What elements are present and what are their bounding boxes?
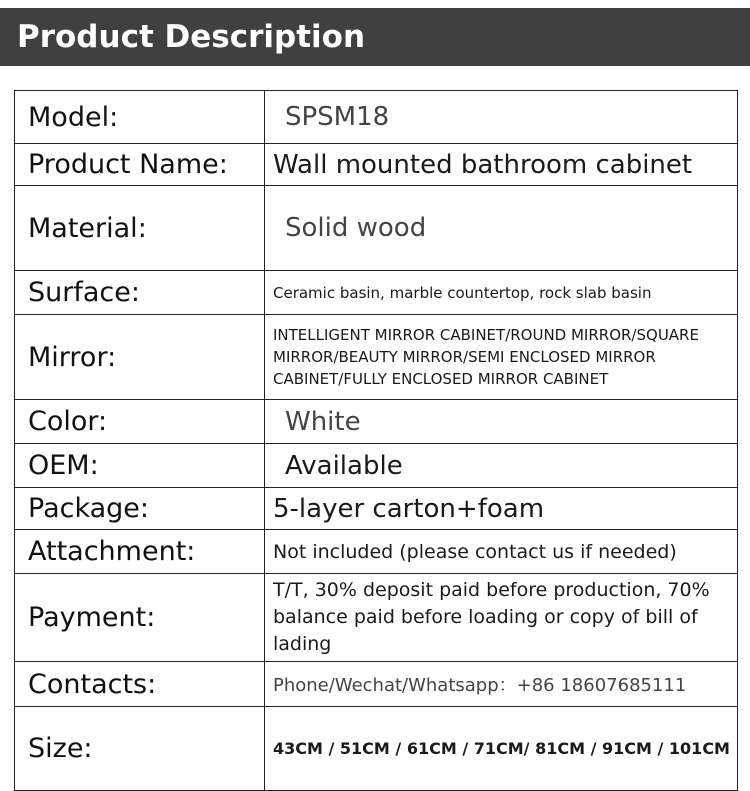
product-name-value: Wall mounted bathroom cabinet xyxy=(265,144,738,186)
attachment-value: Not included (please contact us if needed) xyxy=(265,530,738,574)
surface-label: Surface: xyxy=(15,271,265,315)
package-value: 5-layer carton+foam xyxy=(265,488,738,530)
material-value: Solid wood xyxy=(265,186,738,271)
model-value: SPSM18 xyxy=(265,91,738,144)
table-row xyxy=(15,400,738,444)
table-row xyxy=(15,662,738,707)
table-row xyxy=(15,444,738,488)
size-label: Size: xyxy=(15,707,265,791)
contacts-label: Contacts: xyxy=(15,662,265,707)
table-row xyxy=(15,530,738,574)
model-label: Model: xyxy=(15,91,265,144)
table-row xyxy=(15,91,738,144)
table-row xyxy=(15,315,738,400)
table-row xyxy=(15,144,738,186)
mirror-value: INTELLIGENT MIRROR CABINET/ROUND MIRROR/SQUARE MIRROR/BEAUTY MIRROR/SEMI ENCLOSED MIRROR CABINET/FULLY ENCLOSED MIRROR CABINET xyxy=(265,315,738,400)
table-row xyxy=(15,488,738,530)
mirror-label: Mirror: xyxy=(15,315,265,400)
package-label: Package: xyxy=(15,488,265,530)
color-value: White xyxy=(265,400,738,444)
table-row xyxy=(15,707,738,791)
payment-value: T/T, 30% deposit paid before production, 70% balance paid before loading or copy of bill of lading xyxy=(265,574,738,662)
size-value: 43CM / 51CM / 61CM / 71CM/ 81CM / 91CM / 101CM xyxy=(265,707,738,791)
table-row xyxy=(15,271,738,315)
spec-table xyxy=(14,90,738,791)
oem-label: OEM: xyxy=(15,444,265,488)
table-row xyxy=(15,574,738,662)
color-label: Color: xyxy=(15,400,265,444)
payment-label: Payment: xyxy=(15,574,265,662)
attachment-label: Attachment: xyxy=(15,530,265,574)
surface-value: Ceramic basin, marble countertop, rock slab basin xyxy=(265,271,738,315)
material-label: Material: xyxy=(15,186,265,271)
table-row xyxy=(15,186,738,271)
contacts-value: Phone/Wechat/Whatsapp：+86 18607685111 xyxy=(265,662,738,707)
page-title: Product Description xyxy=(0,8,750,66)
product-name-label: Product Name: xyxy=(15,144,265,186)
oem-value: Available xyxy=(265,444,738,488)
